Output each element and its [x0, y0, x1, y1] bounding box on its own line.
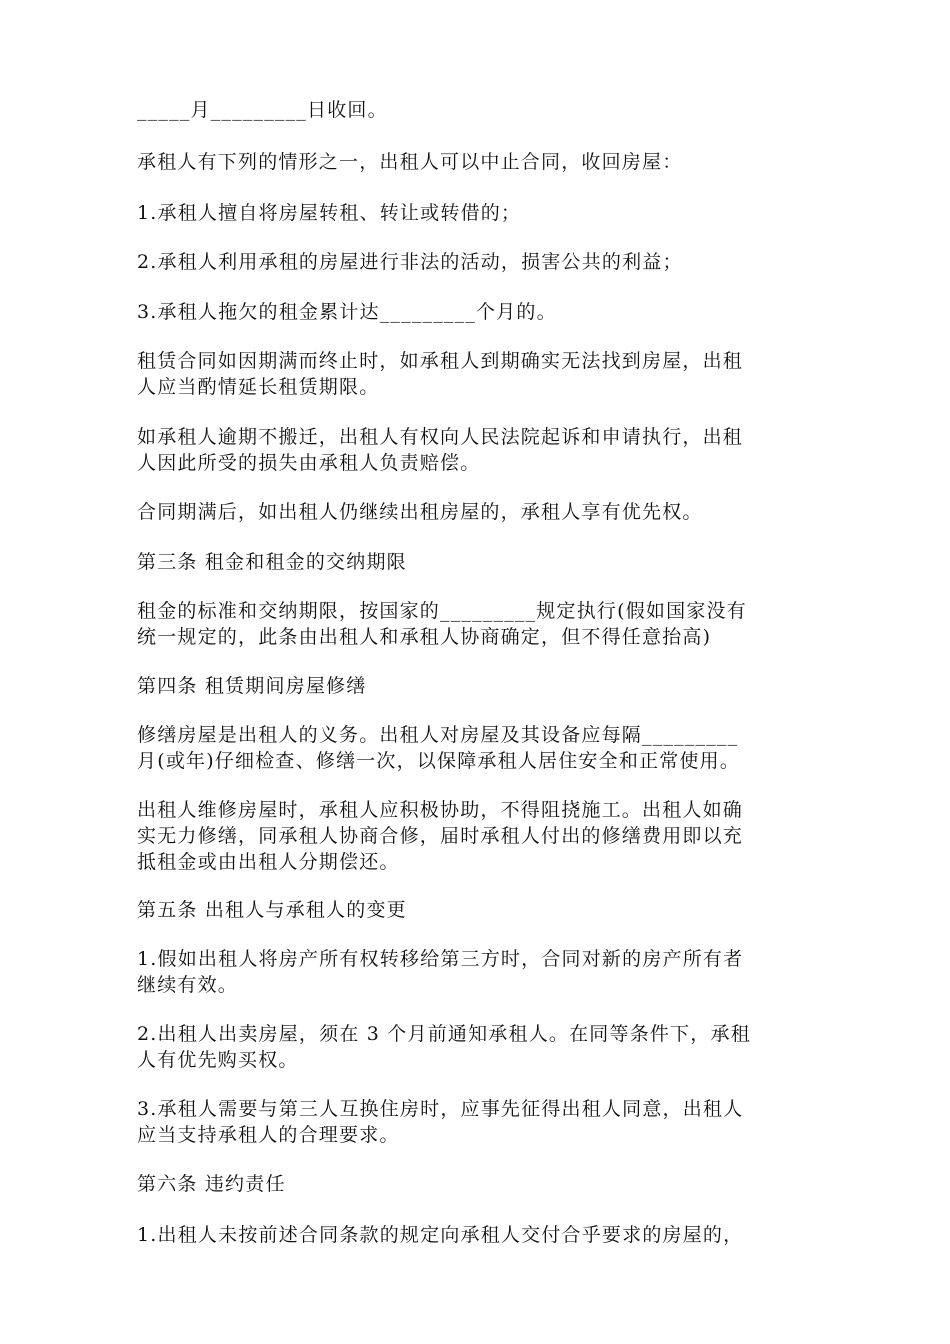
section-heading-article-5 — [137, 897, 817, 923]
paragraph-termination-item-3 — [137, 299, 817, 325]
text-line: 合同期满后，如出租人仍继续出租房屋的，承租人享有优先权。 — [137, 501, 703, 523]
paragraph-sale-notice — [137, 1021, 817, 1073]
paragraph-ownership-transfer — [137, 946, 817, 998]
text-line: 租金的标准和交纳期限，按国家的_________规定执行(假如国家没有 — [137, 600, 747, 622]
text-line: 继续有效。 — [137, 974, 239, 996]
text-line: 3.承租人需要与第三人互换住房时，应事先征得出租人同意，出租人 — [137, 1098, 744, 1120]
paragraph-termination-item-1 — [137, 200, 817, 226]
paragraph-rent-standard — [137, 598, 817, 650]
text-line: 承租人有下列的情形之一，出租人可以中止合同，收回房屋： — [137, 151, 683, 173]
text-line: 第六条 违约责任 — [137, 1173, 286, 1195]
text-line: 月(或年)仔细检查、修缮一次，以保障承租人居住安全和正常使用。 — [137, 750, 741, 772]
paragraph-recovery-date — [137, 97, 817, 123]
paragraph-lease-extension — [137, 348, 817, 400]
section-heading-article-6 — [137, 1171, 817, 1197]
text-line: 2.承租人利用承租的房屋进行非法的活动，损害公共的利益； — [137, 251, 683, 273]
paragraph-termination-item-2 — [137, 249, 817, 275]
text-line: 3.承租人拖欠的租金累计达_________个月的。 — [137, 301, 557, 323]
paragraph-termination-intro — [137, 149, 817, 175]
text-line: 1.假如出租人将房产所有权转移给第三方时，合同对新的房产所有者 — [137, 948, 744, 970]
text-line: 修缮房屋是出租人的义务。出租人对房屋及其设备应每隔_________ — [137, 724, 739, 746]
text-line: 人因此所受的损失由承租人负责赔偿。 — [137, 452, 481, 474]
text-line: 2.出租人出卖房屋，须在 3 个月前通知承租人。在同等条件下，承租 — [137, 1023, 751, 1045]
paragraph-breach-item-1 — [137, 1222, 817, 1248]
text-line: 统一规定的，此条由出租人和承租人协商确定，但不得任意抬高) — [137, 626, 712, 648]
paragraph-priority-right — [137, 499, 817, 525]
text-line: 租赁合同如因期满而终止时，如承租人到期确实无法找到房屋，出租 — [137, 350, 744, 372]
text-line: 实无力修缮，同承租人协商合修，届时承租人付出的修缮费用即以充 — [137, 825, 744, 847]
text-line: 第五条 出租人与承租人的变更 — [137, 899, 407, 921]
text-line: 如承租人逾期不搬迁，出租人有权向人民法院起诉和申请执行，出租 — [137, 426, 744, 448]
section-heading-article-3 — [137, 549, 817, 575]
text-line: 1.出租人未按前述合同条款的规定向承租人交付合乎要求的房屋的， — [137, 1224, 744, 1246]
text-line: 出租人维修房屋时，承租人应积极协助，不得阻挠施工。出租人如确 — [137, 799, 744, 821]
text-line: 第三条 租金和租金的交纳期限 — [137, 551, 407, 573]
text-line: 人应当酌情延长租赁期限。 — [137, 376, 380, 398]
paragraph-housing-exchange — [137, 1096, 817, 1148]
text-line: 应当支持承租人的合理要求。 — [137, 1124, 400, 1146]
text-line: 人有优先购买权。 — [137, 1049, 299, 1071]
paragraph-overdue-eviction — [137, 424, 817, 476]
section-heading-article-4 — [137, 673, 817, 699]
text-line: _____月_________日收回。 — [137, 99, 388, 121]
paragraph-repair-cooperation — [137, 797, 817, 875]
paragraph-repair-duty — [137, 722, 817, 774]
text-line: 抵租金或由出租人分期偿还。 — [137, 851, 400, 873]
text-line: 1.承租人擅自将房屋转租、转让或转借的； — [137, 202, 522, 224]
text-line: 第四条 租赁期间房屋修缮 — [137, 675, 367, 697]
